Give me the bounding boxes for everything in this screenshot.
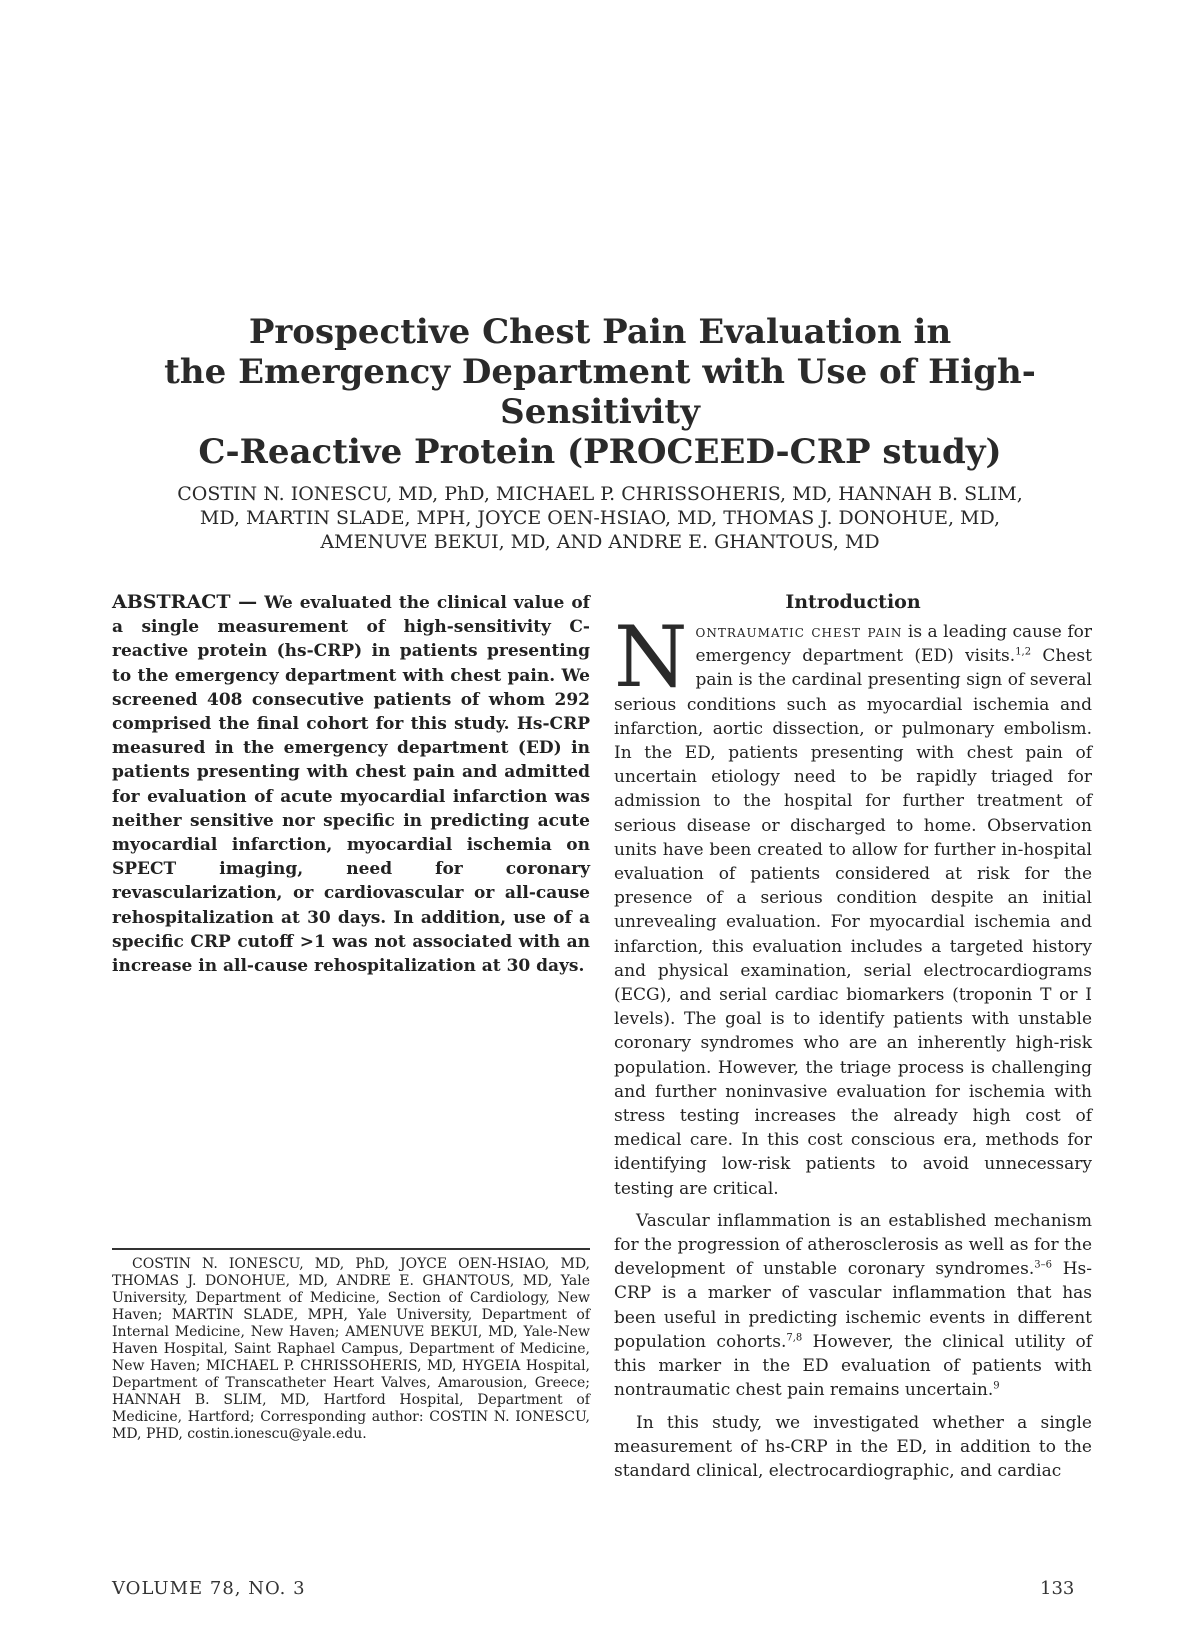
section-heading: Introduction	[785, 591, 921, 613]
title-line-2: the Emergency Department with Use of High-Sensitivity	[164, 352, 1036, 432]
citation-sup: 3–6	[1034, 1259, 1052, 1271]
citation-sup: 1,2	[1015, 646, 1032, 658]
smallcaps-lead: ontraumatic chest pain	[695, 622, 903, 642]
abstract	[112, 590, 590, 978]
page-number: 133	[1040, 1578, 1075, 1599]
author-list	[110, 482, 1090, 554]
authors-line-1: COSTIN N. IONESCU, MD, PhD, MICHAEL P. CHRISSOHERIS, MD, HANNAH B. SLIM,	[177, 483, 1023, 505]
intro-paragraph-1	[614, 608, 1092, 1201]
citation-sup: 9	[993, 1380, 1000, 1392]
article-title	[110, 312, 1090, 472]
p2-text-c: However, the clinical utility of this marker in the ED evaluation of patients with nontraumatic chest pain remains uncertain.	[614, 1331, 1092, 1401]
p1-text-a: is a leading cause for emergency department (ED) visits.	[695, 622, 1092, 667]
abstract-text: We evaluated the clinical value of a single measurement of high-sensitivity C-reactive protein (hs-CRP) in patients presenting to the emergency department with chest pain. We screened 408 consecutive patients of whom 292 comprised the final cohort for this study. Hs-CRP measured in the emergency department (ED) in patients presenting with chest pain and admitted for evaluation of acute myocardial infarction was neither sensitive nor specific in predicting acute myocardial infarction, myocardial ischemia on SPECT imaging, need for coronary revascularization, or cardiovascular or all-cause rehospitalization at 30 days. In addition, use of a specific CRP cutoff >1 was not associated with an increase in all-cause rehospitalization at 30 days.	[112, 593, 590, 977]
drop-cap: N	[614, 608, 688, 706]
authors-line-3: AMENUVE BEKUI, MD, AND ANDRE E. GHANTOUS, MD	[320, 531, 880, 553]
introduction-section	[614, 590, 1092, 1491]
citation-sup: 7,8	[786, 1332, 803, 1344]
authors-line-2: MD, MARTIN SLADE, MPH, JOYCE OEN-HSIAO, MD, THOMAS J. DONOHUE, MD,	[199, 507, 1001, 529]
title-line-1: Prospective Chest Pain Evaluation in	[248, 312, 952, 352]
p2-text-a: Vascular inflammation is an established mechanism for the progression of atherosclerosis as well as for the development of unstable coronary syndromes.	[614, 1210, 1092, 1280]
intro-paragraph-2	[614, 1209, 1092, 1403]
author-affiliations-footnote: COSTIN N. IONESCU, MD, PhD, JOYCE OEN-HSIAO, MD, THOMAS J. DONOHUE, MD, ANDRE E. GHANTOUS, MD, Yale University, Department of Medicine, Section of Cardiology, New Haven; MARTIN SLADE, MPH, Yale University, Department of Internal Medicine, New Haven; AMENUVE BEKUI, MD, Yale-New Haven Hospital, Saint Raphael Campus, Department of Medicine, New Haven; MICHAEL P. CHRISSOHERIS, MD, HYGEIA Hospital, Department of Transcatheter Heart Valves, Amarousion, Greece; HANNAH B. SLIM, MD, Hartford Hospital, Department of Medicine, Hartford; Corresponding author: COSTIN N. IONESCU, MD, PHD, costin.ionescu@yale.edu.	[112, 1256, 590, 1442]
p1-text-b: Chest pain is the cardinal presenting sign of several serious conditions such as myocardial ischemia and infarction, aortic dissection, or pulmonary embolism. In the ED, patients presenting with chest pain of uncertain etiology need to be rapidly triaged for admission to the hospital for further treatment of serious disease or discharged to home. Observation units have been created to allow for further in-hospital evaluation of patients considered at risk for the presence of a serious condition despite an initial unrevealing evaluation. For myocardial ischemia and infarction, this evaluation includes a targeted history and physical examination, serial electrocardiograms (ECG), and serial cardiac biomarkers (troponin T or I levels). The goal is to identify patients with unstable coronary syndromes who are an inherently high-risk population. However, the triage process is challenging and further noninvasive evaluation for ischemia with stress testing increases the already high cost of medical care. In this cost conscious era, methods for identifying low-risk patients to avoid unnecessary testing are critical.	[614, 646, 1092, 1199]
title-line-3: C-Reactive Protein (PROCEED-CRP study)	[198, 432, 1002, 472]
intro-paragraph-3: In this study, we investigated whether a single measurement of hs-CRP in the ED, in addition to the standard clinical, electrocardiographic, and cardiac	[614, 1412, 1092, 1481]
p2-text-b: Hs-CRP is a marker of vascular inflammation that has been useful in predicting ischemic events in different population cohorts.	[614, 1259, 1092, 1352]
volume-label: VOLUME 78, NO. 3	[112, 1578, 306, 1599]
footnote-divider	[112, 1248, 590, 1250]
abstract-label: ABSTRACT —	[112, 591, 258, 613]
